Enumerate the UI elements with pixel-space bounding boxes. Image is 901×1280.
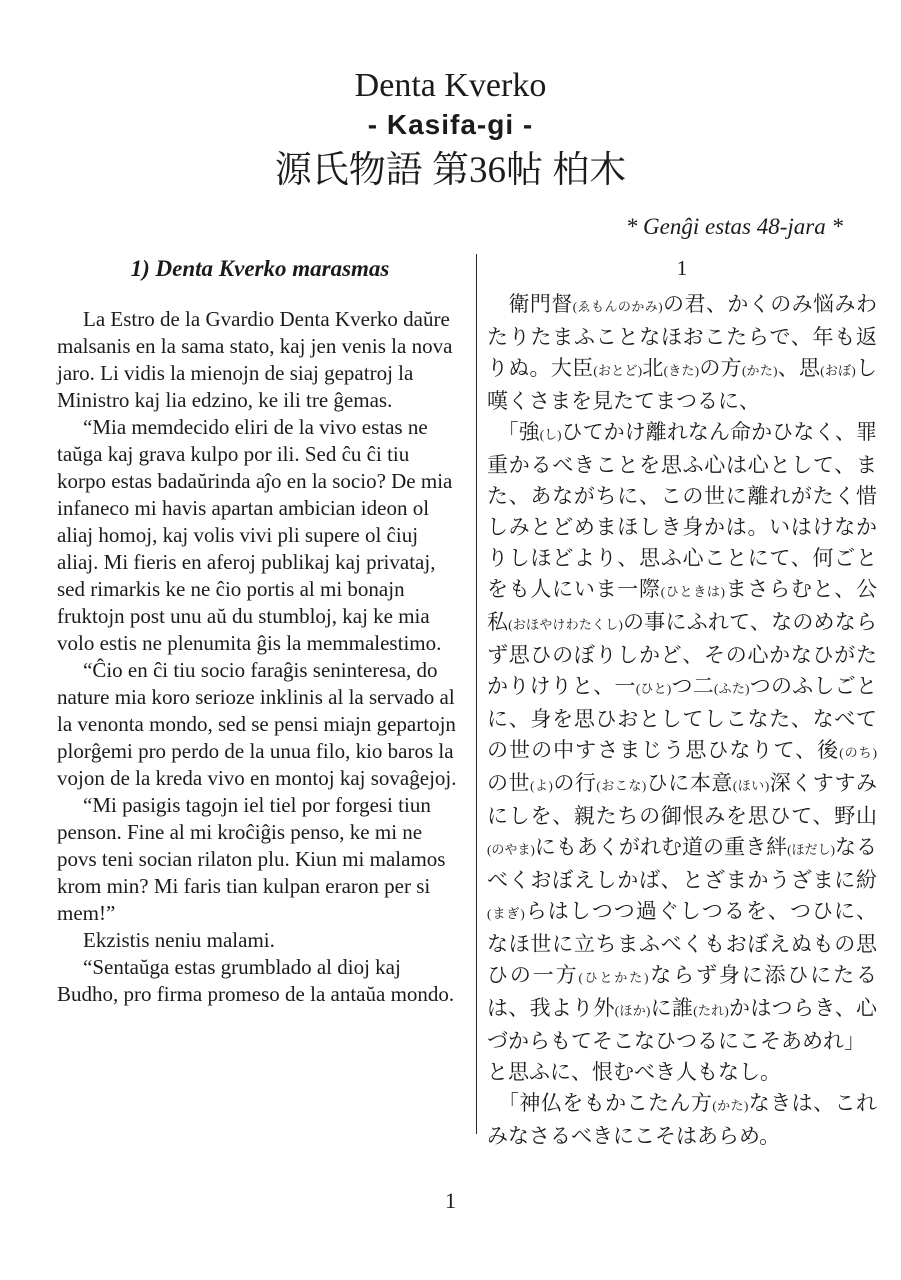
furigana-reading: (たれ) <box>693 1002 729 1018</box>
text-run: の君、かくのみ悩みわたりたまふことなほおこたらで、年も返りぬ。大臣 <box>487 291 878 380</box>
paragraph <box>487 1088 877 1152</box>
furigana-reading: (よ) <box>530 777 553 793</box>
paragraph: “Ĉio en ĉi tiu socio faraĝis seninteresa, do nature mia koro serioze inklinis al la servado al la venonta mondo, sed se pensi miajn gepartojn plorĝemi pro perdo de la unua filo, kio baros la vojon de la kreda vivo en montoj kaj sovaĝejoj. <box>57 657 457 790</box>
furigana-reading: (ひと) <box>635 680 672 696</box>
text-run: 衛門督 <box>487 291 573 316</box>
section-number: 1 <box>676 255 688 280</box>
left-paragraphs <box>57 306 463 1008</box>
text-run: まさらむと、公私 <box>487 576 877 634</box>
furigana-reading: (ほか) <box>614 1002 651 1018</box>
text-run: つ二 <box>671 673 715 698</box>
paragraph <box>487 289 877 417</box>
furigana-reading: (ほい) <box>732 777 770 793</box>
text-run: ひに本意 <box>646 770 733 795</box>
paragraph: La Estro de la Gvardio Denta Kverko daŭre malsanis en la sama stato, kaj jen venis la nova jaro. Li vidis la mienojn de siaj gepatroj la Ministro kaj lia edzino, ke ili tre ĝemas. <box>57 306 453 412</box>
paragraph: “Sentaŭga estas grumblado al dioj kaj Budho, pro firma promeso de la antaŭa mondo. <box>57 954 455 1006</box>
paragraph: “Mia memdecido eliri de la vivo estas ne taŭga kaj grava kulpo por ili. Sed ĉu ĉi tiu korpo estas badaŭrinda aĵo en la socio? De mia infaneco mi havis apartan ambician ideon ol aliaj homoj, kaj volis vivi pli supere ol ĉiuj aliaj. Mi fieris en aferoj publikaj kaj privataj, sed rimarkis ke ne ĉio portis al mi bonajn fruktojn post unu aŭ du stumbloj, kaj ke mia volo estis ne plenumita ĝis la memmalestimo. <box>57 414 453 655</box>
left-column-heading: 1) Denta Kverko marasmas <box>130 255 390 281</box>
furigana-reading: (ほだし) <box>787 841 835 857</box>
paragraph: Ekzistis neniu malami. <box>83 927 275 952</box>
right-column-japanese <box>487 254 877 1152</box>
age-note: * Genĝi estas 48-jara * <box>625 213 843 239</box>
text-run: 北 <box>642 355 664 380</box>
text-run: ひてかけ離れなん命かひなく、罪重かるべきことを思ふ心は心として、また、あながちに、この世に離れがたく惜しみとどめまほしき身かは。いはけなかりしほどより、思ふ心ことにて、何ごとをも人にいま一際 <box>487 419 877 601</box>
paragraph <box>487 1057 877 1088</box>
title-latin: Denta Kverko <box>354 67 547 104</box>
text-run: し嘆くさまを見たてまつるに、 <box>487 355 878 413</box>
paragraph <box>487 417 877 1057</box>
text-run: かはつらき、心づからもてそこなひつるにこそあめれ」 <box>487 995 877 1053</box>
text-run: なるべくおぼえしかば、とざまかうざまに紛 <box>487 834 877 892</box>
text-run: 「強 <box>487 419 540 444</box>
title-kasifa: - Kasifa-gi - <box>367 109 534 141</box>
column-divider <box>476 254 477 1134</box>
left-column-esperanto <box>57 254 463 1008</box>
title-block <box>0 0 901 194</box>
furigana-reading: (おぼ) <box>820 362 856 378</box>
furigana-reading: (のやま) <box>487 841 535 857</box>
furigana-reading: (ひときは) <box>660 583 725 599</box>
text-run: と思ふに、恨むべき人もなし。 <box>487 1059 781 1084</box>
title-japanese: 源氏物語 第36帖 柏木 <box>274 150 627 192</box>
furigana-reading: (かた) <box>741 362 778 378</box>
right-paragraphs <box>487 289 877 1152</box>
furigana-reading: (おこな) <box>596 777 647 793</box>
text-run: つのふしごとに、身を思ひおとしてしこなた、なべての世の中すさまじう思ひなりて、後 <box>487 673 878 762</box>
text-run: 「神仏をもかこたん方 <box>487 1090 713 1115</box>
two-column-body <box>0 254 901 1152</box>
furigana-reading: (のち) <box>839 744 877 760</box>
furigana-reading: (ふた) <box>714 680 750 696</box>
text-run: らはしつつ過ぐしつるを、つひに、なほ世に立ちまふべくもおぼえぬもの思ひの一方 <box>487 898 877 987</box>
paragraph: “Mi pasigis tagojn iel tiel por forgesi tiun penson. Fine al mi kroĉiĝis penso, ke mi ne povs teni socian rilaton plu. Kiun mi malamos krom min? Mi faris tian kulpan eraron per si mem!” <box>57 792 446 925</box>
furigana-reading: (おとど) <box>593 362 643 378</box>
text-run: なきは、これみなさるべきにこそはあらめ。 <box>487 1090 877 1148</box>
text-run: に誰 <box>650 995 694 1020</box>
furigana-reading: (し) <box>539 426 562 442</box>
furigana-reading: (きた) <box>663 362 700 378</box>
furigana-reading: (まぎ) <box>487 905 525 921</box>
furigana-reading: (かた) <box>712 1097 749 1113</box>
text-run: 深くすすみにしを、親たちの御恨みを思ひて、野山 <box>487 770 878 828</box>
text-run: 、思 <box>777 355 821 380</box>
furigana-reading: (ひとかた) <box>578 969 649 985</box>
text-run: ならず身に添ひにたるは、我より外 <box>487 962 877 1020</box>
page-number: 1 <box>445 1188 456 1213</box>
text-run: にもあくがれむ道の重き絆 <box>534 834 788 859</box>
text-run: の世 <box>487 770 531 795</box>
text-run: の行 <box>552 770 597 795</box>
text-run: の方 <box>699 355 742 380</box>
text-run: の事にふれて、なのめならず思ひのぼりしかど、その心かなひがたかりけりと、一 <box>487 609 877 698</box>
furigana-reading: (おほやけわたくし) <box>508 616 623 632</box>
furigana-reading: (ゑもんのかみ) <box>572 298 663 314</box>
